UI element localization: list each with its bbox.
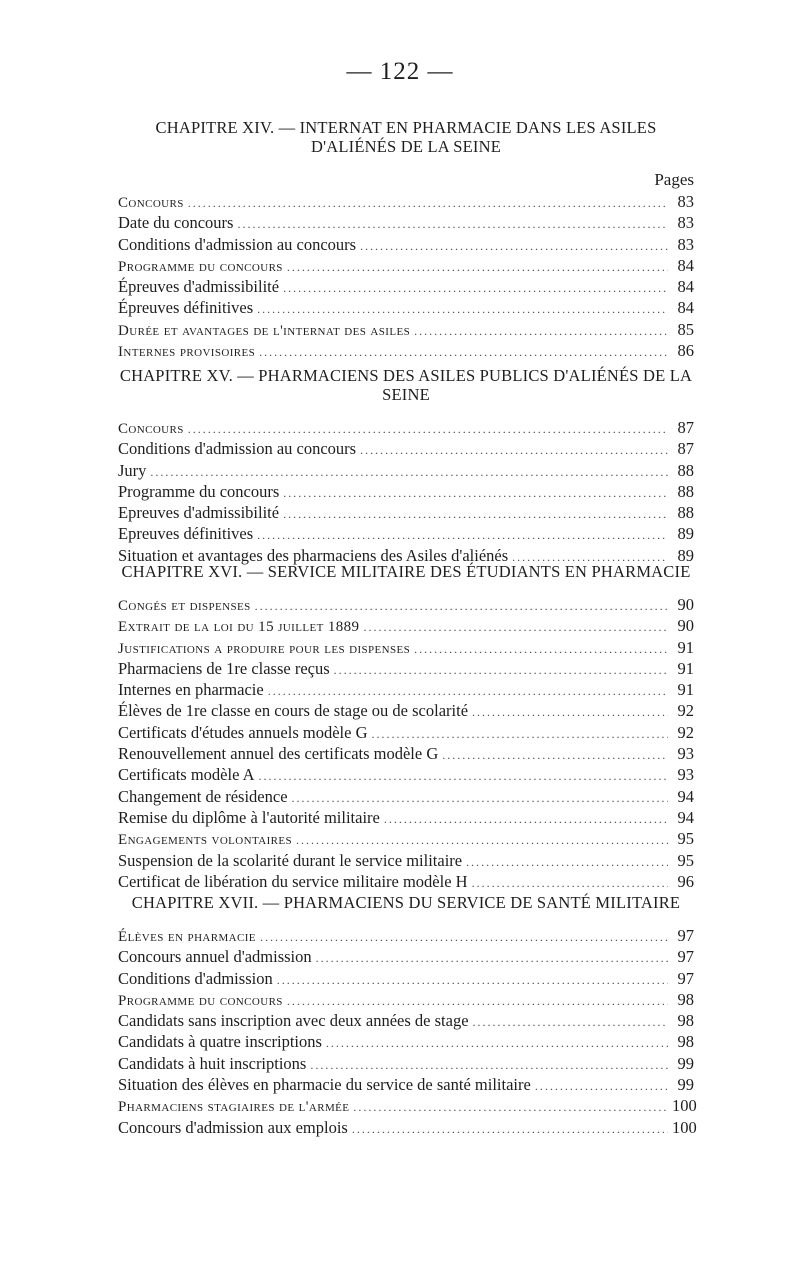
toc-entry-label: Durée et avantages de l'internat des asiles <box>118 322 411 339</box>
toc-entry-page: 83 <box>677 234 694 254</box>
dot-leader <box>472 705 668 720</box>
dot-leader <box>360 239 668 254</box>
toc-entry-page: 88 <box>677 503 694 523</box>
dot-leader <box>353 1100 668 1115</box>
dot-leader <box>257 302 668 317</box>
toc-entry-page: 96 <box>677 871 694 891</box>
dot-leader <box>259 769 668 784</box>
toc-entry-page: 83 <box>677 192 694 211</box>
toc-entry-page: 87 <box>677 418 694 437</box>
toc-entry-page: 98 <box>677 1032 694 1052</box>
chapter-title: CHAPITRE XV. — PHARMACIENS DES ASILES PUBLICS D'ALIÉNÉS DE LA SEINE <box>119 366 693 404</box>
toc-entry <box>118 1075 694 1096</box>
toc-entry-label: Certificat de libération du service militaire modèle H <box>118 871 468 891</box>
toc-entry <box>118 277 694 298</box>
dot-leader <box>283 486 668 501</box>
toc-entry-label: Programme du concours <box>118 992 283 1009</box>
toc-entry-label: Candidats à huit inscriptions <box>118 1053 307 1073</box>
toc-entry <box>118 213 694 234</box>
chapter-title: CHAPITRE XIV. — INTERNAT EN PHARMACIE DANS LES ASILES D'ALIÉNÉS DE LA SEINE <box>155 118 657 156</box>
page-number: — 122 — <box>346 58 454 85</box>
toc-entry <box>118 969 694 990</box>
toc-entry-page: 89 <box>677 545 694 565</box>
toc-entry-label: Situation des élèves en pharmacie du service de santé militaire <box>118 1075 531 1095</box>
dot-leader <box>352 1122 668 1137</box>
dot-leader <box>283 281 668 296</box>
dot-leader <box>414 324 668 339</box>
dot-leader <box>384 812 668 827</box>
toc-entry <box>118 320 694 341</box>
toc-entry-label: Date du concours <box>118 213 234 233</box>
toc-entry-page: 93 <box>677 765 694 785</box>
toc-entry <box>118 680 694 701</box>
toc-entry-label: Extrait de la loi du 15 juillet 1889 <box>118 619 360 636</box>
toc-entry <box>118 659 694 680</box>
dot-leader <box>371 727 668 742</box>
toc-entry-label: Concours annuel d'admission <box>118 947 312 967</box>
toc-entry-page: 88 <box>677 460 694 480</box>
toc-entry <box>118 524 694 545</box>
toc-entry-label: Internes provisoires <box>118 344 256 361</box>
toc-entry-page: 93 <box>677 744 694 764</box>
dot-leader <box>535 1079 668 1094</box>
toc-entry-page: 95 <box>677 829 694 849</box>
chapter-title: CHAPITRE XVI. — SERVICE MILITAIRE DES ÉTUDIANTS EN PHARMACIE <box>121 562 691 581</box>
toc-entry-label: Epreuves d'admissibilité <box>118 503 280 523</box>
toc-entry-page: 84 <box>677 255 694 275</box>
toc-entry-page: 91 <box>677 637 694 657</box>
toc-entry-label: Programme du concours <box>118 481 280 501</box>
toc-entry-page: 92 <box>677 701 694 721</box>
pages-column-label: Pages <box>654 170 694 189</box>
toc-entry-label: Epreuves définitives <box>118 524 254 544</box>
dot-leader <box>310 1058 668 1073</box>
toc-entry-label: Candidats sans inscription avec deux années de stage <box>118 1011 469 1031</box>
toc-entry <box>118 418 694 439</box>
dot-leader <box>292 791 668 806</box>
toc-entry <box>118 638 694 659</box>
toc-entry <box>118 461 694 482</box>
toc-entry-label: Congés et dispenses <box>118 598 251 614</box>
toc-entry-label: Jury <box>118 460 147 480</box>
dot-leader <box>277 973 668 988</box>
toc-entry-page: 100 <box>672 1117 697 1137</box>
dot-leader <box>316 951 668 966</box>
toc-entry <box>118 765 694 786</box>
dot-leader <box>257 528 668 543</box>
toc-entry-label: Conditions d'admission au concours <box>118 234 357 254</box>
toc-entry-label: Épreuves définitives <box>118 298 254 318</box>
toc-entry-page: 91 <box>677 658 694 678</box>
toc-entry <box>118 744 694 765</box>
toc-entry <box>118 595 694 616</box>
toc-entry-page: 86 <box>677 341 694 361</box>
toc-entry-page: 90 <box>677 595 694 614</box>
toc-entry-page: 89 <box>677 524 694 544</box>
toc-entry-label: Engagements volontaires <box>118 832 293 849</box>
toc-entry-label: Concours <box>118 195 184 211</box>
dot-leader <box>360 443 668 458</box>
toc-entry <box>118 829 694 850</box>
dot-leader <box>287 994 668 1009</box>
toc-entry-page: 90 <box>677 616 694 636</box>
toc-entry-label: Concours <box>118 421 184 437</box>
toc-entry-page: 100 <box>672 1096 697 1116</box>
toc-entry <box>118 787 694 808</box>
toc-entry-page: 97 <box>677 926 694 945</box>
toc-entry-page: 83 <box>677 213 694 233</box>
dot-leader <box>442 748 668 763</box>
dot-leader <box>188 196 668 211</box>
toc-entry-page: 84 <box>677 298 694 318</box>
toc-entry-label: Programme du concours <box>118 258 283 275</box>
toc-entry-label: Pharmaciens de 1re classe reçus <box>118 658 330 678</box>
toc-entry <box>118 1054 694 1075</box>
toc-entry <box>118 1011 694 1032</box>
dot-leader <box>150 465 668 480</box>
toc-entry-label: Remise du diplôme à l'autorité militaire <box>118 807 380 827</box>
toc-entry-label: Candidats à quatre inscriptions <box>118 1032 322 1052</box>
toc-entry <box>118 701 694 722</box>
toc-entry <box>118 851 694 872</box>
dot-leader <box>237 217 668 232</box>
dot-leader <box>363 620 668 635</box>
dot-leader <box>472 876 668 891</box>
toc-entry-label: Justifications a produire pour les dispenses <box>118 640 411 657</box>
dot-leader <box>260 930 668 945</box>
toc-entry-page: 85 <box>677 319 694 339</box>
toc-entry-page: 88 <box>677 481 694 501</box>
toc-entry <box>118 947 694 968</box>
toc-entry-label: Changement de résidence <box>118 786 288 806</box>
chapter-title: CHAPITRE XVII. — PHARMACIENS DU SERVICE DE SANTÉ MILITAIRE <box>131 893 681 912</box>
toc-entry <box>118 926 694 947</box>
dot-leader <box>326 1036 668 1051</box>
toc-entry <box>118 439 694 460</box>
toc-entry-page: 91 <box>677 680 694 700</box>
toc-entry <box>118 1032 694 1053</box>
dot-leader <box>414 642 668 657</box>
toc-entry-label: Élèves de 1re classe en cours de stage ou de scolarité <box>118 701 469 721</box>
dot-leader <box>473 1015 668 1030</box>
toc-entry <box>118 990 694 1011</box>
toc-entry <box>118 503 694 524</box>
toc-entry-label: Certificats modèle A <box>118 765 255 785</box>
dot-leader <box>296 833 668 848</box>
toc-entry <box>118 808 694 829</box>
toc-entry <box>118 256 694 277</box>
dot-leader <box>255 599 668 614</box>
toc-entry-label: Élèves en pharmacie <box>118 929 256 945</box>
toc-entry-page: 98 <box>677 1011 694 1031</box>
toc-entry-label: Certificats d'études annuels modèle G <box>118 722 368 742</box>
dot-leader <box>188 422 668 437</box>
toc-entry-page: 94 <box>677 786 694 806</box>
toc-entry-label: Concours d'admission aux emplois <box>118 1117 348 1137</box>
toc-entry <box>118 872 694 893</box>
toc-entry <box>118 1117 697 1139</box>
toc-entry-page: 95 <box>677 850 694 870</box>
chapter-xv <box>118 366 694 567</box>
toc-entry-page: 97 <box>677 947 694 967</box>
toc-entry-label: Pharmaciens stagiaires de l'armée <box>118 1099 350 1116</box>
toc-entry-page: 99 <box>677 1075 694 1095</box>
toc-entry <box>118 482 694 503</box>
toc-entry-label: Épreuves d'admissibilité <box>118 277 280 297</box>
toc-entry <box>118 192 694 213</box>
toc-entry <box>118 1096 697 1117</box>
toc-entry-page: 99 <box>677 1053 694 1073</box>
toc-entry-label: Renouvellement annuel des certificats modèle G <box>118 744 439 764</box>
toc-entry-label: Internes en pharmacie <box>118 680 264 700</box>
toc-entry <box>118 616 694 637</box>
toc-entry-label: Conditions d'admission <box>118 968 273 988</box>
dot-leader <box>287 260 668 275</box>
toc-entry-page: 87 <box>677 439 694 459</box>
toc-entry <box>118 341 694 362</box>
toc-entry <box>118 235 694 256</box>
toc-entry <box>118 723 694 744</box>
dot-leader <box>259 345 668 360</box>
chapter-xvi <box>118 562 694 893</box>
toc-entry-page: 98 <box>677 989 694 1009</box>
toc-entry-page: 94 <box>677 807 694 827</box>
toc-entry-label: Suspension de la scolarité durant le service militaire <box>118 850 463 870</box>
chapter-xvii <box>118 893 697 1139</box>
toc-entry-page: 92 <box>677 722 694 742</box>
toc-entry-label: Conditions d'admission au concours <box>118 439 357 459</box>
chapter-xiv <box>118 118 694 362</box>
toc-entry <box>118 298 694 319</box>
dot-leader <box>334 663 668 678</box>
toc-entry-page: 97 <box>677 968 694 988</box>
dot-leader <box>268 684 668 699</box>
dot-leader <box>283 507 668 522</box>
toc-entry-page: 84 <box>677 277 694 297</box>
dot-leader <box>466 855 668 870</box>
toc-entry-label: Situation et avantages des pharmaciens des Asiles d'aliénés <box>118 545 509 565</box>
